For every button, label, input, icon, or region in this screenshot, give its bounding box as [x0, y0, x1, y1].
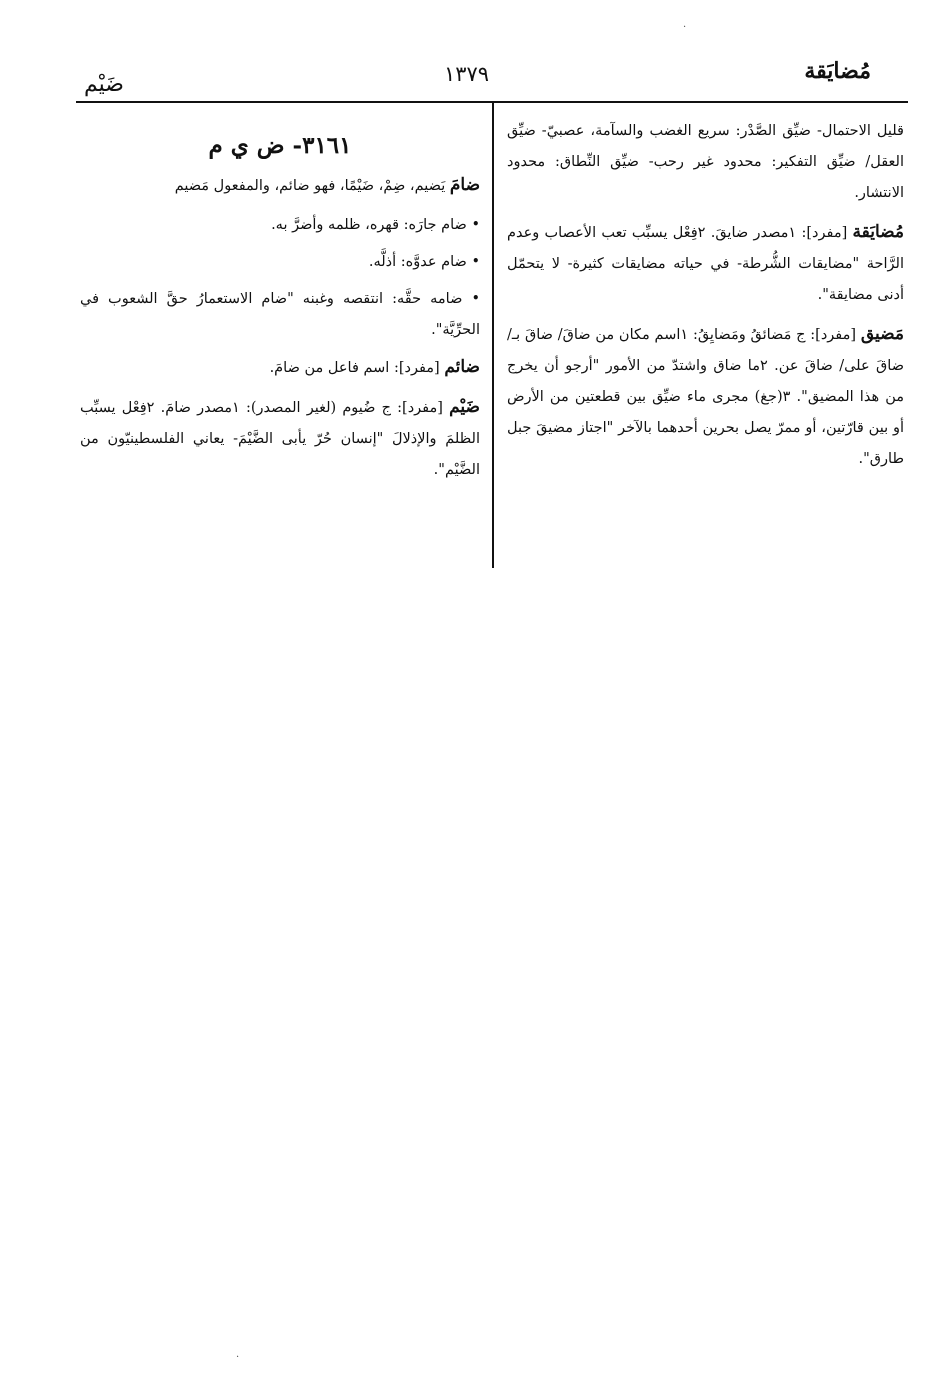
running-header-left: ضَيْم: [84, 72, 124, 97]
root-heading: ٣١٦١- ض ي م: [208, 132, 352, 159]
running-header-right: مُضايَقة: [804, 58, 871, 84]
entry-daim: [80, 352, 480, 384]
sense-item: • ضام عدوَّه: أذلَّه.: [368, 254, 480, 270]
lemma-mudayaqa: مُضايَقة: [852, 222, 904, 242]
left-column: [80, 124, 480, 494]
lemma-madiq: مَضيق: [860, 324, 904, 344]
scan-speck: ·: [683, 22, 687, 33]
column-divider: [492, 103, 494, 568]
page-number: ١٣٧٩: [443, 62, 490, 86]
definition-daym: [مفرد]: ج ضُيوم (لغير المصدر): ١مصدر ضامَ. ٢فِعْل يسبِّب الظلمَ والإذلالَ "إنسان حُرّ يأبى الضَّيْمَ- يعاني الفلسطينيّون من الضَّيْم".: [80, 400, 480, 478]
lemma-dama: ضامَ: [449, 175, 480, 195]
entry-daym: [80, 392, 480, 486]
sense-item: • ضام جارَه: قهره، ظلمه وأضرَّ به.: [271, 217, 480, 233]
scan-speck: ·: [236, 1352, 240, 1363]
continuation-text: قليل الاحتمال- ضيِّق الصَّدْر: سريع الغضب والسآمة، عصبيّ- ضيِّق العقل/ ضيِّق التفكير: محدود غير رحب- ضيِّق النِّطاق: محدود الانتشار.: [507, 123, 904, 201]
lemma-daim: ضائم: [444, 357, 480, 377]
definition-madiq: [مفرد]: ج مَضائقُ ومَضايِقُ: ١اسم مكان من ضاقَ/ ضاقَ بـ/ ضاقَ على/ ضاقَ عن. ٢ما ضاق واشتدّ من الأمور "أرجو أن يخرج من هذا المضيق". ٣(جغ) مجرى ماء ضيِّق بين قطعتين من الأرض أو بين قارّتين، أو ممرّ يصل بحرين أحدهما بالآخر "اجتاز مضيقَ جبل طارق".: [507, 327, 905, 467]
lemma-daym: ضَيْم: [449, 397, 480, 417]
entry-dama: [80, 170, 480, 202]
sense-item: • ضامه حقَّه: انتقصه وغبنه "ضام الاستعمارُ حقَّ الشعوب في الحرِّيَّة".: [80, 291, 480, 338]
definition-daim: [مفرد]: اسم فاعل من ضامَ.: [269, 360, 440, 376]
definition-dama: يَضيم، ضِمْ، ضَيْمًا، فهو ضائم، والمفعول مَضيم: [174, 178, 446, 194]
right-column: [507, 116, 904, 483]
entry-madiq: [507, 319, 904, 475]
entry-mudayaqa: [507, 217, 904, 311]
definition-mudayaqa: [مفرد]: ١مصدر ضايقَ. ٢فِعْل يسبِّب تعب الأعصاب وعدم الرَّاحة "مضايقات الشُّرطة- في حياته مضايقات كثيرة- لا يتحمّل أدنى مضايقة".: [507, 225, 904, 303]
